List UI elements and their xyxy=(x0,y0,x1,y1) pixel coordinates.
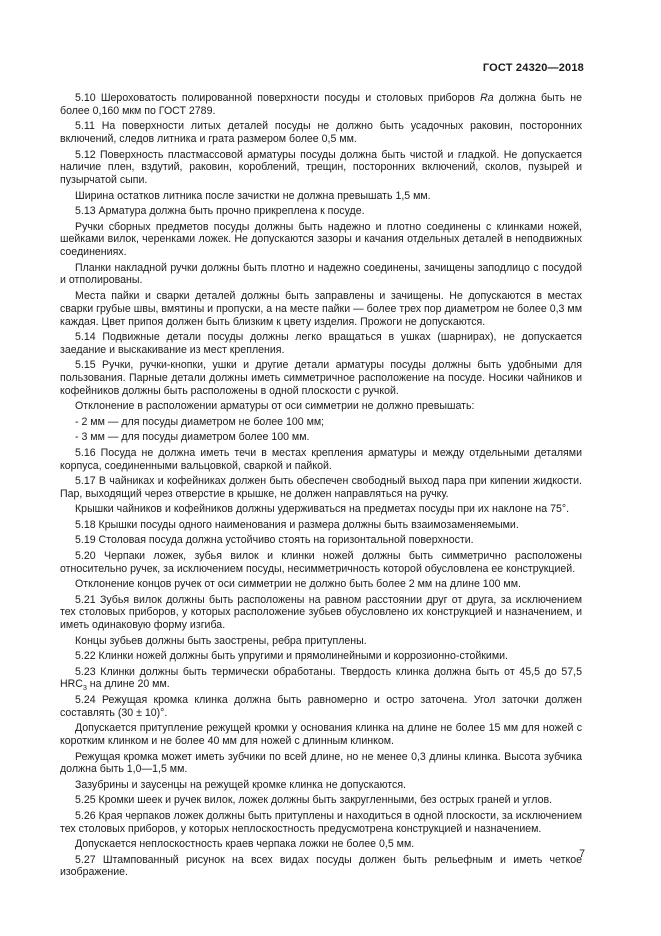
paragraph: Ширина остатков литника после зачистки не должна превышать 1,5 мм. xyxy=(75,189,431,202)
paragraph-5-18: 5.18 Крышки посуды одного наименования и размера должны быть взаимозаменяемыми. xyxy=(75,518,519,531)
paragraph: Концы зубьев должны быть заострены, ребра притуплены. xyxy=(75,634,367,647)
document-code-header: ГОСТ 24320—2018 xyxy=(482,62,584,74)
paragraph-5-24: 5.24 Режущая кромка клинка должна быть равномерно и остро заточена. Угол заточки должен составлять (30 ± 10)°. xyxy=(60,693,582,719)
page-number: 7 xyxy=(579,848,585,860)
paragraph-5-26: 5.26 Края черпаков ложек должны быть притуплены и находиться в одной плоскости, за исключением тех столовых приборов, у которых неплоскостность предусмотрена конструкцией и назначением. xyxy=(60,809,582,835)
paragraph-5-13: 5.13 Арматура должна быть прочно прикреплена к посуде. xyxy=(75,205,365,218)
paragraph-text: должна быть не более 0,160 мкм по ГОСТ 2789. xyxy=(60,92,582,117)
paragraph-5-10 xyxy=(60,92,582,118)
paragraph-5-14: 5.14 Подвижные детали посуды должны легко вращаться в ушках (шарнирах), не допускается заедание и выскакивание из мест крепления. xyxy=(60,331,582,356)
paragraph-text: 5.23 Клинки должны быть термически обработаны. Твердость клинка должна быть от 45,5 до 57,5 HRC xyxy=(60,665,582,691)
paragraph-5-27: 5.27 Штампованный рисунок на всех видах посуды должен быть рельефным и иметь четкое изображение. xyxy=(60,853,582,879)
paragraph: Зазубрины и заусенцы на режущей кромке клинка не допускаются. xyxy=(75,778,406,791)
paragraph: Планки накладной ручки должны быть плотно и надежно соединены, зачищены заподлицо с посудой и отполированы. xyxy=(60,261,582,287)
paragraph-5-12: 5.12 Поверхность пластмассовой арматуры посуды должна быть чистой и гладкой. Не допускается наличие плен, вздутий, раковин, короблений, трещин, посторонних включений, сколов, пузырей и пузырчатой сыпи. xyxy=(60,148,582,187)
document-body xyxy=(60,92,582,882)
paragraph-5-23 xyxy=(60,666,582,692)
paragraph-5-25: 5.25 Кромки шеек и ручек вилок, ложек должны быть закругленными, без острых граней и углов. xyxy=(75,794,553,807)
paragraph: Ручки сборных предметов посуды должны быть надежно и плотно соединены с клинками ножей, шейками вилок, черенками ложек. Не допускаются зазоры и качания отдельных деталей в неподвижных соединениях. xyxy=(60,220,582,259)
ra-symbol: Ra xyxy=(480,92,494,104)
paragraph-text: 5.10 Шероховатость полированной поверхности посуды и столовых приборов xyxy=(75,92,481,104)
paragraph-5-15: 5.15 Ручки, ручки-кнопки, ушки и другие детали арматуры посуды должны быть удобными для пользования. Парные детали должны иметь симметричное расположение на посуде. Носики чайников и кофейников должны быть расположены в одной плоскости с ручкой. xyxy=(60,359,582,397)
paragraph: Крышки чайников и кофейников должны удерживаться на предметах посуды при их наклоне на 75°. xyxy=(75,503,570,516)
paragraph-5-20: 5.20 Черпаки ложек, зубья вилок и клинки ножей должны быть симметрично расположены относительно ручек, за исключением посуды, несимметричность которой обусловлена ее конструкцией. xyxy=(60,549,582,575)
paragraph-5-19: 5.19 Столовая посуда должна устойчиво стоять на горизонтальной поверхности. xyxy=(75,534,474,547)
paragraph-5-22: 5.22 Клинки ножей должны быть упругими и прямолинейными и коррозионно-стойкими. xyxy=(75,650,508,663)
list-item: - 3 мм — для посуды диаметром более 100 мм. xyxy=(75,431,310,444)
list-item: - 2 мм — для посуды диаметром не более 100 мм; xyxy=(75,415,325,428)
paragraph-text: на длине 20 мм. xyxy=(86,678,170,691)
paragraph-5-21: 5.21 Зубья вилок должны быть расположены на равном расстоянии друг от друга, за исключением тех столовых приборов, у которых расположение зубьев обусловлено их конструкцией и назначением, и иметь одинаковую форму изгиба. xyxy=(60,593,582,632)
paragraph: Допускается неплоскостность краев черпака ложки не более 0,5 мм. xyxy=(75,838,415,851)
paragraph-5-11: 5.11 На поверхности литых деталей посуды не должно быть усадочных раковин, посторонних включений, следов литника и грата размером более 0,5 мм. xyxy=(60,120,582,146)
paragraph: Места пайки и сварки деталей должны быть заправлены и зачищены. Не допускаются в местах сварки грубые швы, вмятины и пропуски, а на месте пайки — более трех пор диаметром не более 0,3 мм каждая. Цвет припоя должен быть близким к цвету изделия. Прожоги не допускаются. xyxy=(60,289,582,328)
hrc-subscript: 3 xyxy=(82,685,87,693)
paragraph: Отклонение в расположении арматуры от оси симметрии не должно превышать: xyxy=(75,400,475,413)
paragraph-5-16: 5.16 Посуда не должна иметь течи в местах крепления арматуры и между отдельными деталями корпуса, соединенными вальцовкой, сваркой и пайкой. xyxy=(60,446,582,472)
paragraph-5-17: 5.17 В чайниках и кофейниках должен быть обеспечен свободный выход пара при кипении жидкости. Пар, выходящий через отверстие в крышке, не должен направляться на ручку. xyxy=(60,475,582,500)
paragraph: Отклонение концов ручек от оси симметрии не должно быть более 2 мм на длине 100 мм. xyxy=(75,578,521,591)
paragraph: Допускается притупление режущей кромки у основания клинка на длине не более 15 мм для ножей с коротким клинком и не более 40 мм для ножей с длинным клинком. xyxy=(60,722,582,748)
paragraph: Режущая кромка может иметь зубчики по всей длине, но не менее 0,3 длины клинка. Высота зубчика должна быть 1,0—1,5 мм. xyxy=(60,750,582,776)
